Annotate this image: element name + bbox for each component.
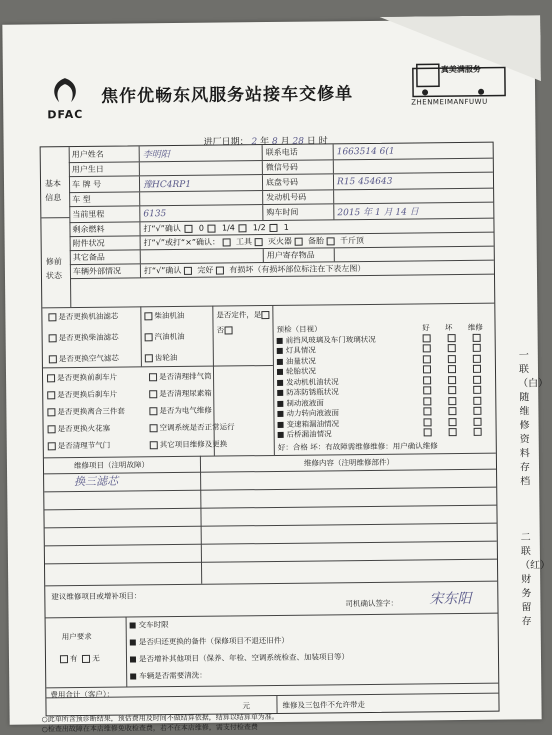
warranty-note: 维修及三包件不允许带走	[282, 700, 366, 710]
bullet-icon	[130, 673, 136, 679]
fee-label: 费用合计（客户）：	[50, 689, 115, 700]
repair-checkbox[interactable]	[473, 386, 481, 394]
filter-item: 柴油机油	[154, 310, 185, 321]
bullet-icon	[277, 358, 283, 364]
footer-notes: ○此单所含预诊断结果，预估费用及时间不做结算依据，结算以结算单为准。 ○检查出故障在本店维修免收检查费，若不在本店维修，需支付检查费	[41, 712, 279, 734]
status-section-label: 修前状态	[45, 257, 63, 281]
repair-checkbox[interactable]	[473, 333, 481, 341]
brand-en: ZHENMEIMANFUWU	[411, 97, 488, 107]
field-label: 微信号码	[263, 160, 334, 174]
exterior-opt: 完好	[197, 265, 214, 275]
form-title: 焦作优畅东风服务站接车交修单	[101, 84, 354, 107]
fuel-opt: 1/4	[221, 223, 235, 233]
no-label: 无	[92, 653, 100, 663]
extinguisher-checkbox[interactable]	[255, 238, 263, 246]
good-checkbox[interactable]	[423, 376, 431, 384]
repair-checkbox[interactable]	[473, 354, 481, 362]
check-item: 其它项目维修及更换	[159, 439, 228, 450]
field-label: 用户姓名	[69, 146, 140, 162]
repair-item-handwritten: 换三滤芯	[74, 474, 119, 489]
fuel-0-checkbox[interactable]	[185, 224, 193, 232]
exterior-opt: 有损坏（有损坏部位标注在下表左图）	[229, 264, 366, 275]
inspect-item: 前挡风玻璃及车门玻璃状况	[285, 334, 376, 345]
attach-instr: 打“√”或打“×”确认：	[143, 237, 221, 248]
bad-checkbox[interactable]	[448, 355, 456, 363]
front-brake-checkbox[interactable]	[47, 374, 55, 382]
driver-signature: 宋东阳	[429, 590, 472, 608]
petrol-oil-checkbox[interactable]	[145, 333, 153, 341]
inspect-item: 油量状况	[285, 356, 316, 366]
bullet-icon	[278, 421, 284, 427]
user-req-yesno	[60, 651, 100, 666]
fixed-no-label: 否	[216, 325, 225, 335]
exterior-instr: 打“√”确认	[143, 265, 182, 276]
bad-checkbox[interactable]	[448, 344, 456, 352]
month-handwritten: 8	[271, 136, 278, 147]
ac-checkbox[interactable]	[150, 424, 158, 432]
field-label: 车 型	[69, 192, 140, 206]
year-handwritten: 2	[251, 137, 258, 148]
fuel-quarter-checkbox[interactable]	[208, 224, 216, 232]
bad-checkbox[interactable]	[448, 365, 456, 373]
other-label: 其它备品	[70, 250, 141, 264]
repair-checkbox[interactable]	[473, 365, 481, 373]
req-item: 是否增补其他项目（保养、年检、空调系统检查、加装项目等）	[138, 652, 350, 664]
tools-checkbox[interactable]	[223, 238, 231, 246]
spare-tire-checkbox[interactable]	[295, 237, 303, 245]
good-checkbox[interactable]	[422, 355, 430, 363]
diesel-filter-checkbox[interactable]	[49, 334, 57, 342]
repair-checkbox[interactable]	[473, 375, 481, 383]
exterior-label: 车辆外部情况	[70, 264, 141, 278]
fuel-opt: 0	[198, 223, 205, 233]
repair-checkbox[interactable]	[474, 407, 482, 415]
col-good: 好	[422, 323, 430, 333]
field-label: 底盘号码	[263, 174, 334, 190]
mileage-value: 6135	[140, 205, 263, 221]
copy-one-label: 一联（白）随维修资料存档	[518, 350, 549, 488]
user-req-label: 用户要求	[61, 631, 92, 642]
inspect-item: 轮胎状况	[285, 366, 317, 376]
month-label: 月	[280, 136, 290, 147]
intact-checkbox[interactable]	[184, 266, 192, 274]
engine-value	[334, 189, 493, 204]
req-yes-checkbox[interactable]	[60, 655, 68, 663]
good-checkbox[interactable]	[422, 334, 430, 342]
attach-opt: 备胎	[307, 236, 325, 246]
check-item: 是否更换后刹车片	[57, 389, 118, 400]
good-checkbox[interactable]	[423, 397, 431, 405]
field-label: 车 牌 号	[69, 176, 140, 192]
inspect-note: 好：合格 坏：有故障需维修维修：用户确认维修	[277, 440, 438, 452]
note-line: 检查出故障在本店维修免收检查费，若不在本店维修，需支付检查费	[47, 723, 258, 734]
check-item: 是否更换离合三件套	[57, 406, 125, 417]
bullet-icon	[277, 337, 283, 343]
check-item: 是否清理排气筒	[158, 371, 212, 382]
other-repair-checkbox[interactable]	[150, 441, 158, 449]
good-checkbox[interactable]	[423, 386, 431, 394]
field-label: 联系电话	[263, 144, 334, 160]
form-table	[40, 142, 500, 717]
basic-info	[69, 143, 494, 279]
wechat-value	[334, 159, 493, 174]
bad-checkbox[interactable]	[448, 386, 456, 394]
check-item: 空调系统是否正常运行	[159, 422, 235, 433]
filter-item: 是否更换机油滤芯	[58, 311, 119, 322]
field-label: 购车时间	[263, 204, 334, 220]
brand-badge	[411, 58, 508, 113]
logo-text: DFAC	[47, 107, 84, 122]
fuel-half-checkbox[interactable]	[239, 224, 247, 232]
dongfeng-logo-icon	[45, 76, 85, 104]
attach-opt: 灭火器	[267, 236, 293, 247]
fuel-instr: 打“√”确认	[143, 223, 181, 234]
damaged-checkbox[interactable]	[216, 266, 224, 274]
clutch-checkbox[interactable]	[47, 408, 55, 416]
bullet-icon	[277, 411, 283, 417]
fuel-full-checkbox[interactable]	[270, 223, 278, 231]
inspect-title: 预检（目视）	[276, 324, 322, 334]
rear-brake-checkbox[interactable]	[47, 391, 55, 399]
filter-checks-left	[48, 308, 139, 366]
bad-checkbox[interactable]	[449, 428, 457, 436]
field-label: 当前里程	[69, 206, 140, 222]
good-checkbox[interactable]	[423, 365, 431, 373]
inspect-item: 变速箱漏油情况	[286, 418, 340, 429]
bullet-icon	[277, 348, 283, 354]
filter-item: 汽油机油	[154, 331, 185, 342]
basic-section-label: 基本信息	[44, 179, 62, 203]
filter-item: 是否更换空气滤芯	[58, 353, 119, 364]
fixed-question: 是否定件，是	[216, 310, 262, 320]
day-handwritten: 28	[292, 136, 304, 147]
spark-plug-checkbox[interactable]	[48, 425, 56, 433]
bullet-icon	[278, 432, 284, 438]
repair-checkbox[interactable]	[474, 428, 482, 436]
inspect-row	[278, 428, 492, 441]
bullet-icon	[277, 390, 283, 396]
day-label: 日	[306, 136, 316, 147]
bullet-icon	[277, 400, 283, 406]
col-repair: 维修	[467, 322, 483, 332]
model-value	[140, 191, 263, 205]
req-no-checkbox[interactable]	[82, 655, 90, 663]
diesel-oil-checkbox[interactable]	[144, 312, 152, 320]
attach-label: 附件状况	[70, 236, 141, 250]
repair-content-header: 维修内容（注明维修部件）	[303, 457, 394, 468]
filter-item: 齿轮油	[154, 352, 178, 363]
electrical-checkbox[interactable]	[149, 407, 157, 415]
jack-checkbox[interactable]	[327, 237, 335, 245]
gear-oil-checkbox[interactable]	[145, 354, 153, 362]
attach-opt: 工具	[235, 237, 253, 247]
repair-checkbox[interactable]	[474, 396, 482, 404]
inspection-list	[277, 323, 492, 453]
good-checkbox[interactable]	[423, 407, 431, 415]
plate-value: 豫HC4RP1	[140, 175, 263, 191]
fixed-parts	[216, 307, 276, 338]
inspect-item: 发动机机油状况	[286, 376, 339, 387]
date-label: 进厂日期：	[203, 137, 249, 148]
exhaust-checkbox[interactable]	[149, 373, 157, 381]
bad-checkbox[interactable]	[448, 407, 456, 415]
phone-value: 1663514 6(1	[336, 146, 395, 157]
fuel-opt: 1	[283, 222, 289, 232]
dfac-logo	[35, 76, 95, 122]
good-checkbox[interactable]	[423, 428, 431, 436]
check-item: 是否更换火花塞	[57, 423, 111, 434]
field-label: 用户生日	[69, 162, 140, 176]
oil-filter-checkbox[interactable]	[48, 313, 56, 321]
good-checkbox[interactable]	[423, 418, 431, 426]
bullet-icon	[130, 639, 136, 645]
req-item: 是否归还更换的备件（保修项目不退还旧件）	[138, 635, 289, 647]
user-name-value: 李明阳	[140, 145, 263, 161]
birthday-value	[140, 161, 263, 175]
user-req-list	[130, 613, 495, 685]
col-bad: 坏	[444, 323, 453, 333]
yes-label: 有	[69, 654, 78, 664]
bad-checkbox[interactable]	[448, 376, 456, 384]
inspect-item: 防冻防锈瓶状况	[286, 387, 339, 397]
field-label: 发动机号码	[263, 190, 334, 204]
bullet-icon	[277, 369, 283, 375]
air-filter-checkbox[interactable]	[49, 355, 57, 363]
bad-checkbox[interactable]	[448, 334, 456, 342]
bullet-icon	[277, 379, 283, 385]
throttle-checkbox[interactable]	[48, 442, 56, 450]
deposit-label: 用户寄存物品	[264, 248, 335, 262]
bullet-icon	[130, 622, 136, 628]
check-item: 是否更换前刹车片	[57, 372, 118, 383]
repair-item-header: 维修项目（注明故障）	[73, 460, 150, 471]
urea-checkbox[interactable]	[149, 390, 157, 398]
inspect-item: 动力转向液液面	[286, 408, 339, 418]
copy-two-label: 二联（红）财务留存	[519, 532, 551, 628]
check-item: 是否清理节气门	[57, 440, 111, 451]
time-label: 时	[318, 136, 328, 147]
good-checkbox[interactable]	[422, 344, 430, 352]
fixed-yes-checkbox[interactable]	[261, 311, 269, 319]
repair-checkbox[interactable]	[473, 344, 481, 352]
chassis-value: R15 454643	[336, 176, 393, 187]
filter-item: 是否更换柴油滤芯	[58, 332, 119, 343]
req-item: 交车时限	[138, 620, 169, 630]
bad-checkbox[interactable]	[448, 418, 456, 426]
purchase-date-value: 2015 年 1 月 14 日	[337, 207, 419, 219]
year-label: 年	[260, 137, 270, 148]
sign-label: 司机确认签字：	[345, 598, 398, 609]
req-item: 车辆是否需要清洗：	[139, 670, 207, 681]
inspect-item: 制动液液面	[286, 397, 324, 408]
fuel-label: 剩余燃料	[69, 222, 140, 236]
inspect-item: 灯具情况	[285, 345, 316, 355]
service-checks	[47, 367, 272, 454]
repair-checkbox[interactable]	[474, 417, 482, 425]
check-item: 是否清理尿素箱	[159, 388, 212, 399]
brand-cn: 真美满服务	[440, 64, 481, 75]
note-line: 此单所含预诊断结果，预估费用及时间不做结算依据，结算以结算单为准。	[47, 712, 279, 724]
inspect-item: 后桥漏油情况	[286, 429, 332, 439]
bad-checkbox[interactable]	[448, 397, 456, 405]
fuel-opt: 1/2	[252, 223, 266, 233]
repair-order-sheet	[2, 19, 551, 734]
bullet-icon	[130, 656, 136, 662]
attach-opt: 千斤顶	[339, 236, 365, 246]
check-item: 是否为电气维修	[159, 405, 212, 416]
fee-unit: 元	[242, 701, 251, 711]
suggest-label: 建议维修项目或增补项目：	[51, 591, 142, 602]
filter-checks-right	[144, 308, 215, 366]
fixed-no-checkbox[interactable]	[224, 326, 232, 334]
